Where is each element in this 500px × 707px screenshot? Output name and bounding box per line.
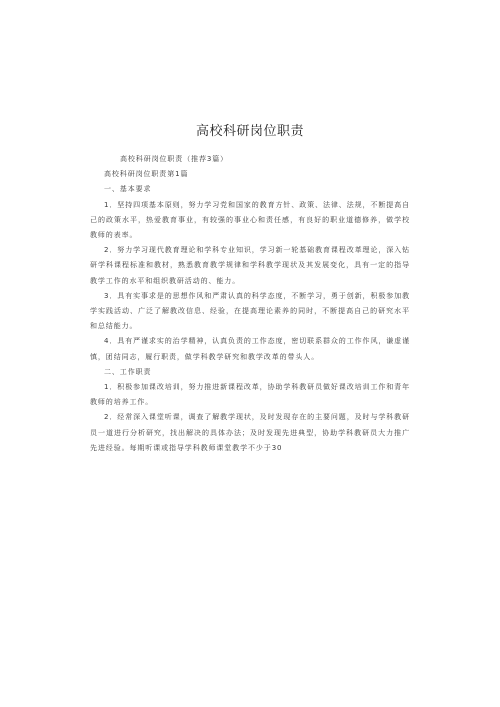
paragraph: 2．经常深入课堂听课，调查了解教学现状，及时发现存在的主要问题，及时与学科教研员一道进行分析研究，找出解决的具体办法；及时发现先进典型，协助学科教研员大力推广先进经验。每期听课或指导学科教师课堂教学不少于30	[90, 413, 410, 452]
paragraph: 3．具有实事求是的思想作风和严肃认真的科学态度，不断学习，勇于创新，积极参加教学实践活动、广泛了解教改信息、经验，在提高理论素养的同时，不断提高自己的研究水平和总结能力。	[90, 291, 410, 331]
paragraph: 4．具有严谨求实的治学精神，认真负责的工作态度，密切联系群众的工作作风，谦虚谨慎，团结同志，履行职责，做学科教学研究和教学改革的带头人。	[90, 337, 410, 361]
paragraph: 1．坚持四项基本原则，努力学习党和国家的教育方针、政策、法律、法规，不断提高自己的政策水平，热爱教育事业，有较强的事业心和责任感，有良好的职业道德修养，做学校教师的表率。	[90, 200, 410, 240]
section-heading: 高校科研岗位职责第1篇	[104, 170, 189, 179]
document-title: 高校科研岗位职责	[195, 124, 304, 139]
paragraph: 2．努力学习现代教育理论和学科专业知识，学习新一轮基础教育课程改革理论，深入钻研学科课程标准和教材，熟悉教育教学规律和学科教学现状及其发展变化，具有一定的指导教学工作的水平和组织教研活动的、能力。	[90, 246, 410, 285]
document-subtitle: 高校科研岗位职责（推荐3篇）	[120, 155, 229, 163]
section-heading: 二、工作职责	[104, 367, 152, 376]
document-body	[90, 152, 410, 456]
section-heading: 一、基本要求	[104, 185, 152, 194]
paragraph: 1．积极参加课改培训，努力推进新课程改革，协助学科教研员做好课改培训工作和青年教师的培养工作。	[90, 383, 410, 407]
